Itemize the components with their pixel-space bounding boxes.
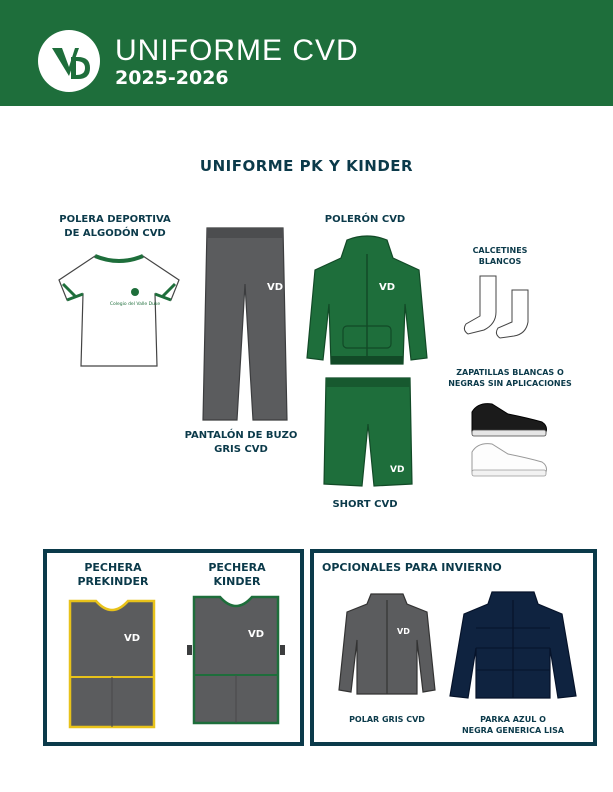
poleron-label-line1: POLERÓN CVD [324,214,406,225]
polar-label-line1: POLAR GRIS CVD [349,715,425,724]
polar-label [334,714,440,725]
pechera-kinder-label [182,561,292,589]
calcetines-label-line2: BLANCOS [478,257,522,266]
svg-text:VD: VD [379,282,396,293]
school-logo [38,30,100,92]
parka-label-line2: NEGRA GENERICA LISA [461,726,565,735]
pantalon-image [197,224,293,424]
school-year: 2025-2026 [115,67,229,89]
pechera-kinder-image [186,593,286,729]
pantalon-label [180,429,302,457]
zapatillas-image [468,400,550,480]
svg-text:Colegio del Valle Duke: Colegio del Valle Duke [109,302,161,307]
parka-label [446,714,580,736]
poleron-image [303,234,431,370]
calcetines-label-line1: CALCETINES [472,246,528,255]
svg-text:VD: VD [267,282,284,293]
pechera-prekinder-line2: PREKINDER [77,575,149,588]
parka-label-line1: PARKA AZUL O [480,715,546,724]
pantalon-label-line1: PANTALÓN DE BUZO [184,430,298,441]
svg-text:VD: VD [397,627,410,636]
polera-label-line2: DE ALGODÓN CVD [64,228,166,239]
pechera-kinder-line2: KINDER [213,575,261,588]
pechera-prekinder-label [58,561,168,589]
poleron-label [310,213,420,227]
opcionales-title: OPCIONALES PARA INVIERNO [322,561,502,574]
zapatillas-label-line1: ZAPATILLAS BLANCAS O [456,368,564,377]
parka-image [446,588,580,702]
polera-image [55,250,183,370]
polera-label-line1: POLERA DEPORTIVA [59,214,171,225]
svg-text:VD: VD [124,633,141,644]
polera-label [50,213,180,241]
zapatillas-label [448,367,572,389]
pechera-prekinder-line1: PECHERA [84,561,142,574]
calcetines-label [450,245,550,267]
section-title: UNIFORME PK Y KINDER [199,157,414,175]
short-label-line1: SHORT CVD [332,499,398,510]
short-image [320,374,416,490]
polar-image [337,590,437,700]
svg-text:VD: VD [390,465,405,475]
zapatillas-label-line2: NEGRAS SIN APLICACIONES [448,379,572,388]
header-banner [0,0,613,106]
pechera-prekinder-image [62,597,162,733]
short-label [310,498,420,512]
calcetines-image [460,272,552,340]
page-title: UNIFORME CVD [115,34,359,67]
pechera-kinder-line1: PECHERA [208,561,266,574]
svg-text:VD: VD [248,629,265,640]
pantalon-label-line2: GRIS CVD [214,444,268,455]
